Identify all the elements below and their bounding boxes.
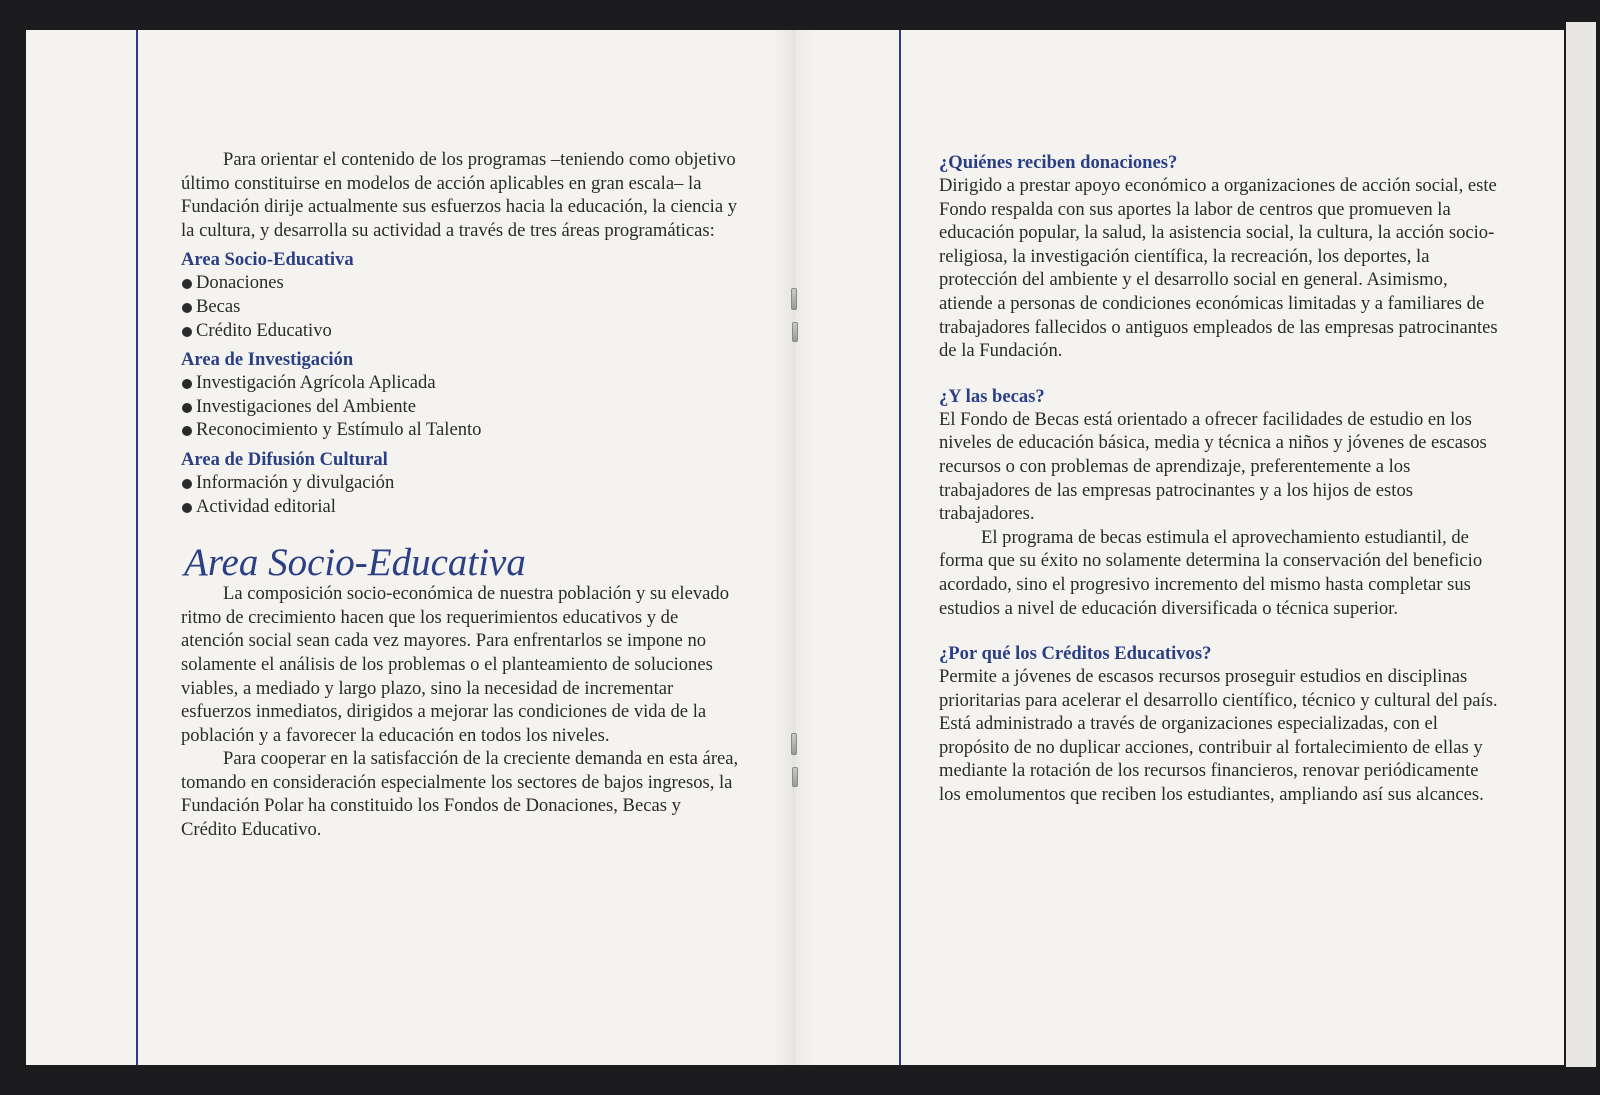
list-item: Reconocimiento y Estímulo al Talento (181, 418, 741, 442)
right-margin-rule (899, 30, 901, 1065)
question-title: ¿Por qué los Créditos Educativos? (939, 643, 1212, 665)
list-item: Donaciones (181, 271, 741, 295)
list-item: Investigaciones del Ambiente (181, 395, 741, 419)
staple-4 (792, 767, 798, 787)
area-items (181, 271, 741, 342)
area-title: Area de Difusión Cultural (181, 448, 388, 470)
body-paragraph: Permite a jóvenes de escasos recursos proseguir estudios en disciplinas prioritarias para acelerar el desarrollo científico, técnico y cultural del país. Está administrado a través de organizaciones especializadas, con el propósito de no duplicar acciones, contribuir al fortalecimiento de ellas y mediante la rotación de los recursos financieros, renovar periódicamente los emolumentos que reciben los estudiantes, ampliando así sus alcances. (939, 666, 1498, 806)
question-title: ¿Quiénes reciben donaciones? (939, 152, 1178, 173)
question-title: ¿Y las becas? (939, 385, 1045, 407)
staple-3 (791, 733, 797, 755)
list-item: Actividad editorial (181, 495, 741, 519)
section-donaciones (939, 152, 1499, 363)
area-title: Area Socio-Educativa (181, 249, 354, 271)
list-item: Becas (181, 295, 741, 319)
body-paragraph: El Fondo de Becas está orientado a ofrecer facilidades de estudio en los niveles de educación básica, media y técnica a niños y jóvenes de escasos recursos o con problemas de aprendizaje, preferentemente a los trabajadores de las empresas patrocinantes y a los hijos de estos trabajadores. (939, 408, 1487, 525)
staple-1 (791, 288, 797, 310)
left-margin-rule (136, 30, 138, 1065)
program-area-investigacion (181, 348, 741, 442)
staple-2 (792, 322, 798, 342)
body-paragraph: El programa de becas estimula el aprovechamiento estudiantil, de forma que su éxito no solamente determina la conservación del beneficio acordado, sino el progresivo incremento del mismo hasta completar sus estudios a nivel de educación diversificada o técnica superior. (939, 526, 1483, 619)
area-title: Area de Investigación (181, 349, 354, 371)
section-becas (939, 386, 1499, 620)
program-area-difusion-cultural (181, 448, 741, 518)
area-items (181, 371, 741, 442)
body-paragraph: Para cooperar en la satisfacción de la creciente demanda en esta área, tomando en consideración especialmente los sectores de bajos ingresos, la Fundación Polar ha constituido los Fondos de Donaciones, Becas y Crédito Educativo. (181, 748, 739, 841)
list-item: Investigación Agrícola Aplicada (181, 371, 741, 395)
booklet-spread (26, 30, 1564, 1065)
section-creditos-educativos (939, 643, 1499, 807)
body-paragraph: La composición socio-económica de nuestra población y su elevado ritmo de crecimiento hacen que los requerimientos educativos y de atención social sean cada vez mayores. Para enfrentarlos se impone no solamente el análisis de los problemas o el planteamiento de soluciones viables, a mediado y largo plazo, sino la necesidad de incrementar esfuerzos inmediatos, dirigidos a mejorar las condiciones de vida de la población y a favorecer la educación en todos los niveles. (181, 583, 729, 746)
body-paragraph: Dirigido a prestar apoyo económico a organizaciones de acción social, este Fondo respalda con sus aportes la labor de centros que promueven la educación popular, la salud, la asistencia social, la cultura, la acción socio-religiosa, la investigación científica, la recreación, los deportes, la protección del ambiente y el desarrollo social en general. Asimismo, atiende a personas de condiciones económicas limitadas y a familiares de trabajadores fallecidos o antiguos empleados de las empresas patrocinantes de la Fundación. (939, 175, 1498, 362)
program-area-socio-educativa (181, 248, 741, 342)
area-items (181, 471, 741, 518)
list-item: Crédito Educativo (181, 319, 741, 343)
page-edge (1566, 22, 1596, 1067)
list-item: Información y divulgación (181, 471, 741, 495)
intro-paragraph: Para orientar el contenido de los programas –teniendo como objetivo último constituirse en modelos de acción aplicables en gran escala– la Fundación dirije actualmente sus esfuerzos hacia la educación, la ciencia y la cultura, y desarrolla su actividad a través de tres áreas programáticas: (181, 149, 738, 241)
section-heading: Area Socio-Educativa (184, 541, 526, 585)
left-page (181, 148, 741, 842)
right-page (939, 152, 1499, 807)
gutter-shadow (774, 30, 814, 1065)
